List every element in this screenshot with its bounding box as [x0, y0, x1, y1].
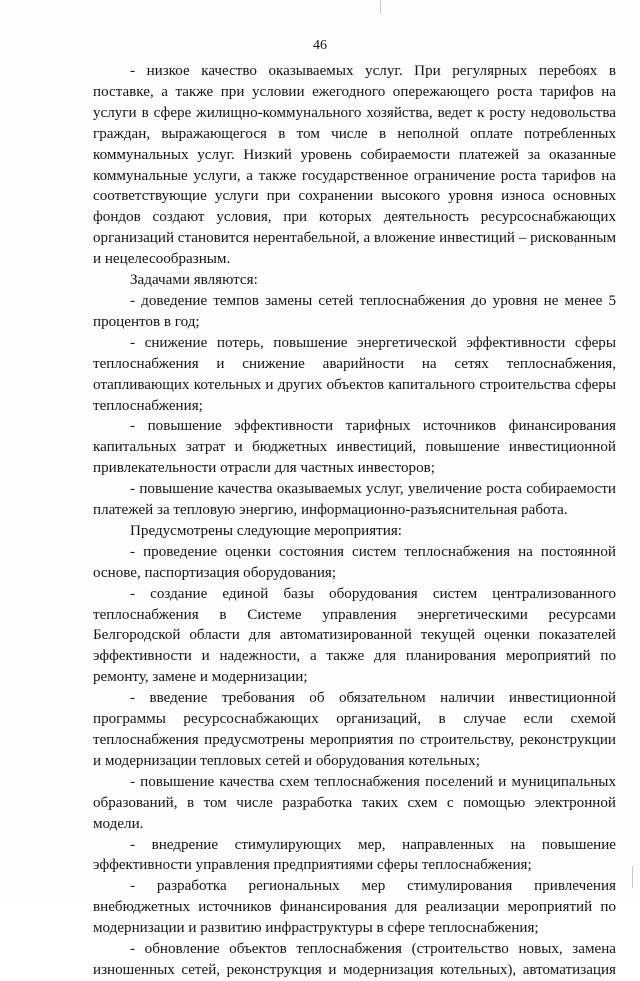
- paragraph: - введение требования об обязательном наличии инвестиционной программы ресурсоснабжающих организаций, в случае если схемой теплоснабжения предусмотрены мероприятия по строительству, реконструкции и модернизации тепловых сетей и оборудования котельных;: [93, 690, 616, 769]
- paragraph: - повышение качества оказываемых услуг, увеличение роста собираемости платежей за тепловую энергию, информационно-разъяснительная работа.: [93, 481, 616, 519]
- paragraph-heading: Задачами являются:: [130, 272, 258, 289]
- document-body: [93, 61, 616, 981]
- paragraph: - проведение оценки состояния систем теплоснабжения на постоянной основе, паспортизация оборудования;: [93, 543, 616, 581]
- paragraph-heading: Предусмотрены следующие мероприятия:: [130, 522, 402, 539]
- scan-artifact-line: [380, 0, 381, 14]
- paragraph: - повышение эффективности тарифных источников финансирования капитальных затрат и бюджетных инвестиций, повышение инвестиционной привлекательности отрасли для частных инвесторов;: [93, 418, 616, 477]
- paragraph: - разработка региональных мер стимулирования привлечения внебюджетных источников финансирования для реализации мероприятий по модернизации и развитию инфраструктуры в сфере теплоснабжения;: [93, 878, 616, 937]
- paragraph: - повышение качества схем теплоснабжения поселений и муниципальных образований, в том числе разработка таких схем с помощью электронной модели.: [93, 773, 616, 832]
- paragraph: - доведение темпов замены сетей теплоснабжения до уровня не менее 5 процентов в год;: [93, 292, 616, 330]
- paragraph: - снижение потерь, повышение энергетической эффективности сферы теплоснабжения и снижение аварийности на сетях теплоснабжения, отапливающих котельных и других объектов капитального строительства сферы теплоснабжения;: [93, 334, 616, 414]
- paragraph: - низкое качество оказываемых услуг. При регулярных перебоях в поставке, а также при условии ежегодного опережающего роста тарифов на услуги в сфере жилищно-коммунального хозяйства, ведет к росту недовольства граждан, выражающегося в том числе в неполной оплате потребленных коммунальных услуг. Низкий уровень собираемости платежей за оказанные коммунальные услуги, а также государственное ограничение роста тарифов на соответствующие услуги при сохранении высокого уровня износа основных фондов создают условия, при которых деятельность ресурсоснабжающих организаций становится нерентабельной, а вложение инвестиций – рискованным и нецелесообразным.: [93, 63, 616, 268]
- paragraph: - обновление объектов теплоснабжения (строительство новых, замена изношенных сетей, реконструкция и модернизация котельных), автоматизация: [93, 941, 616, 978]
- paragraph: - внедрение стимулирующих мер, направленных на повышение эффективности управления предприятиями сферы теплоснабжения;: [93, 836, 616, 874]
- page-number: 46: [313, 38, 327, 53]
- scan-artifact-mark: [632, 866, 633, 888]
- paragraph: - создание единой базы оборудования систем централизованного теплоснабжения в Системе управления энергетическими ресурсами Белгородской области для автоматизированной текущей оценки показателей эффективности и надежности, а также для планирования мероприятий по ремонту, замене и модернизации;: [93, 585, 616, 686]
